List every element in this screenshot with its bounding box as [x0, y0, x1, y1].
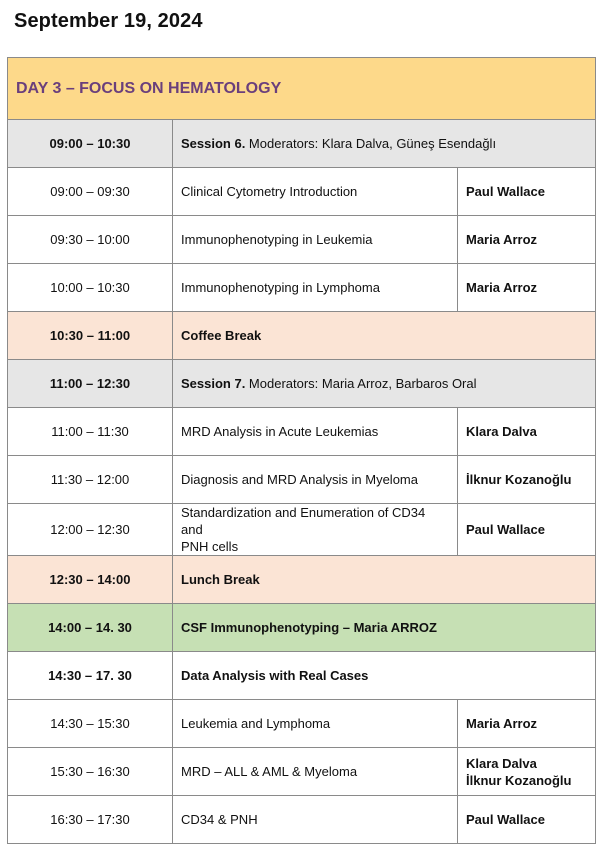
session-row: [8, 120, 596, 168]
time-cell: 11:00 – 12:30: [8, 360, 173, 408]
time-cell: 09:00 – 10:30: [8, 120, 173, 168]
talk-title: Leukemia and Lymphoma: [173, 700, 458, 748]
time-cell: 12:30 – 14:00: [8, 556, 173, 604]
time-cell: 11:30 – 12:00: [8, 456, 173, 504]
speaker-name-line: Klara Dalva: [466, 755, 537, 771]
table-row: [8, 216, 596, 264]
time-cell: 14:30 – 17. 30: [8, 652, 173, 700]
talk-title: MRD – ALL & AML & Myeloma: [173, 748, 458, 796]
time-cell: 10:30 – 11:00: [8, 312, 173, 360]
speaker-name: Maria Arroz: [458, 700, 596, 748]
session-moderators: Moderators: Maria Arroz, Barbaros Oral: [245, 376, 477, 391]
session-moderators: Moderators: Klara Dalva, Güneş Esendağlı: [245, 136, 497, 151]
session-row: [8, 360, 596, 408]
speaker-name: İlknur Kozanoğlu: [458, 456, 596, 504]
time-cell: 10:00 – 10:30: [8, 264, 173, 312]
time-cell: 09:30 – 10:00: [8, 216, 173, 264]
speaker-name: Paul Wallace: [458, 168, 596, 216]
highlight-title: CSF Immunophenotyping – Maria ARROZ: [173, 604, 596, 652]
table-row: [8, 456, 596, 504]
break-title: Coffee Break: [173, 312, 596, 360]
time-cell: 09:00 – 09:30: [8, 168, 173, 216]
session-title: [173, 120, 596, 168]
day-title: DAY 3 – FOCUS ON HEMATOLOGY: [8, 58, 596, 120]
table-row: [8, 504, 596, 556]
table-row: [8, 264, 596, 312]
time-cell: 14:00 – 14. 30: [8, 604, 173, 652]
talk-title: Clinical Cytometry Introduction: [173, 168, 458, 216]
table-row: [8, 168, 596, 216]
time-cell: 12:00 – 12:30: [8, 504, 173, 556]
break-row: [8, 312, 596, 360]
speaker-name: Maria Arroz: [458, 264, 596, 312]
talk-title: CD34 & PNH: [173, 796, 458, 844]
talk-title: Immunophenotyping in Lymphoma: [173, 264, 458, 312]
break-title: Lunch Break: [173, 556, 596, 604]
talk-title: Immunophenotyping in Leukemia: [173, 216, 458, 264]
table-row: [8, 408, 596, 456]
day-header-row: [8, 58, 596, 120]
session-label: Session 6.: [181, 136, 246, 151]
page-date: September 19, 2024: [14, 10, 203, 32]
talk-title-line: Standardization and Enumeration of CD34 and: [181, 505, 426, 537]
speaker-name: [458, 748, 596, 796]
session-label: Session 7.: [181, 376, 246, 391]
speaker-name: Paul Wallace: [458, 796, 596, 844]
section-title: Data Analysis with Real Cases: [173, 652, 596, 700]
agenda-table: [7, 57, 596, 844]
talk-title: Diagnosis and MRD Analysis in Myeloma: [173, 456, 458, 504]
highlight-row: [8, 604, 596, 652]
time-cell: 15:30 – 16:30: [8, 748, 173, 796]
break-row: [8, 556, 596, 604]
speaker-name: Klara Dalva: [458, 408, 596, 456]
table-row: [8, 748, 596, 796]
speaker-name: Paul Wallace: [458, 504, 596, 556]
session-title: [173, 360, 596, 408]
talk-title: MRD Analysis in Acute Leukemias: [173, 408, 458, 456]
talk-title: [173, 504, 458, 556]
table-row: [8, 700, 596, 748]
table-row: [8, 796, 596, 844]
speaker-name-line: İlknur Kozanoğlu: [466, 772, 572, 788]
speaker-name: Maria Arroz: [458, 216, 596, 264]
talk-title-line: PNH cells: [181, 539, 239, 554]
section-row: [8, 652, 596, 700]
time-cell: 14:30 – 15:30: [8, 700, 173, 748]
time-cell: 16:30 – 17:30: [8, 796, 173, 844]
time-cell: 11:00 – 11:30: [8, 408, 173, 456]
